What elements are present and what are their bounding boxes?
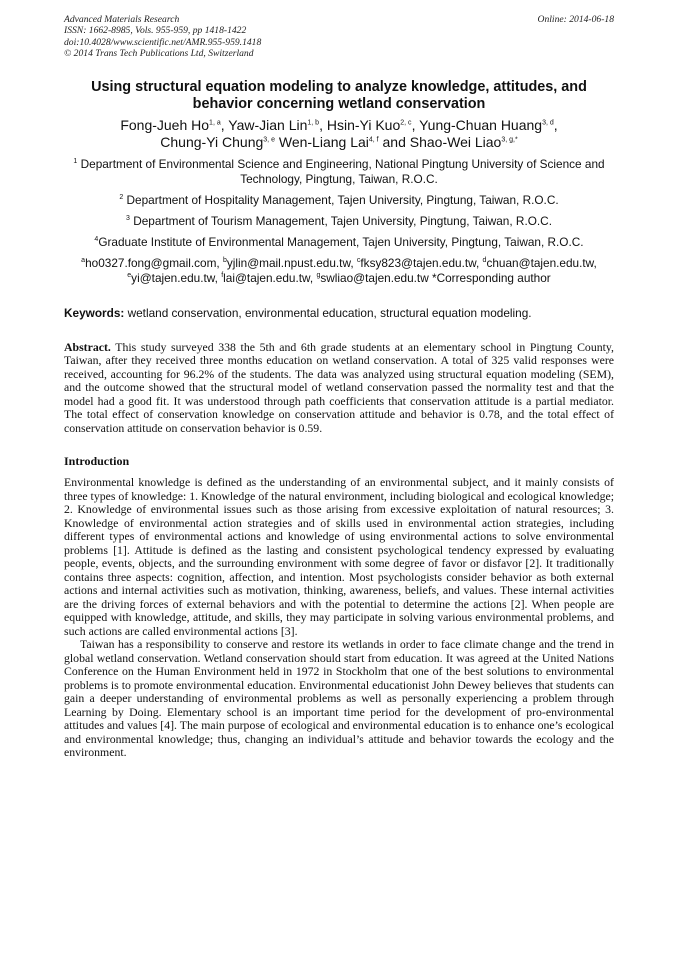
author: Fong-Jueh Ho$^{1, a}$, xyxy=(120,116,229,133)
paper-title: Using structural equation modeling to analyze knowledge, attitudes, and behavior concerning wetland conservation xyxy=(91,78,587,112)
email-list xyxy=(64,256,614,286)
author: Hsin-Yi Kuo$^{2, c}$, xyxy=(326,116,420,133)
keywords xyxy=(64,306,614,321)
doi-line: doi:10.4028/www.scientific.net/AMR.955-959.1418 xyxy=(64,36,262,48)
copyright-line: © 2014 Trans Tech Publications Ltd, Switzerland xyxy=(64,48,254,60)
author: Wen-Liang Lai$^{4, f}$ and xyxy=(278,133,410,150)
email[interactable]: $^d$chuan@tajen.edu.tw, xyxy=(482,255,597,270)
keywords-text: wetland conservation, environmental education, structural equation modeling. xyxy=(124,305,532,320)
email[interactable]: $^b$yjlin@mail.npust.edu.tw, xyxy=(222,255,357,270)
paper-page xyxy=(64,14,614,760)
section-heading-introduction: Introduction xyxy=(64,454,130,469)
author: Yung-Chuan Huang$^{3, d}$, xyxy=(419,116,558,133)
email[interactable]: $^a$ho0327.fong@gmail.com, xyxy=(81,255,223,270)
intro-paragraph-2: Taiwan has a responsibility to conserve and restore its wetlands in order to face climate change and the trend in global wetland conservation. Wetland conservation should start from education. It was agreed at the United Nations Conference on the Human Environment held in 1972 in Stockholm that one of the best solutions to environmental problems is to promote environmental education. Environmental educationist John Dewey believes that students can gain a deeper understanding of environmental problems as well as personally experiencing a problem through Learning by Doing. Elementary school is an important time period for the development of pro-environmental attitudes and values [4]. The main purpose of ecological and environmental education is to enhance one’s ecological and environmental knowledge; thus, changing an individual’s attitude and behavior towards the ecology and the environment. xyxy=(64,637,614,760)
affiliation-3: $^3$ Department of Tourism Management, Tajen University, Pingtung, Taiwan, R.O.C. xyxy=(126,213,552,228)
email[interactable]: $^e$yi@tajen.edu.tw, xyxy=(127,270,222,285)
abstract-text: This study surveyed 338 the 5th and 6th grade students at an elementary school in Pingtung County, Taiwan, after they received three months education on wetland conservation. A total of 325 valid responses were received, accounting for 96.2% of the students. The data was analyzed using structural equation modeling (SEM), and the outcome showed that the structural model of wetland conservation passed the normality test and that the model had a good fit. It was understood through path coefficients that conservation attitude is a partial mediator. The total effect of conservation knowledge on conservation attitude and behavior is 0.78, and the total effect of conservation attitude on conservation behavior is 0.59. xyxy=(64,339,614,435)
journal-header xyxy=(64,14,614,60)
affiliation-4: $^4$Graduate Institute of Environmental Management, Tajen University, Pingtung, Taiwan, R.O.C. xyxy=(94,234,584,249)
author: Chung-Yi Chung$^{3, e}$ xyxy=(160,133,275,150)
email[interactable]: $^f$lai@tajen.edu.tw, xyxy=(221,270,317,285)
author-list xyxy=(64,117,614,151)
abstract xyxy=(64,341,614,436)
journal-name: Advanced Materials Research xyxy=(64,14,180,25)
author: Shao-Wei Liao$^{3, g,*}$ xyxy=(409,133,518,150)
keywords-label: Keywords: xyxy=(64,305,125,320)
email[interactable]: $^c$fksy823@tajen.edu.tw, xyxy=(356,255,483,270)
affiliation-1: $^1$ Department of Environmental Science and Engineering, National Pingtung University of Science and Technology, Pingtung, Taiwan, R.O.C. xyxy=(73,156,605,186)
abstract-label: Abstract. xyxy=(64,339,111,354)
intro-paragraph-1: Environmental knowledge is defined as the understanding of an environmental subject, and it mainly consists of three types of knowledge: 1. Knowledge of the natural environment, including biological and ecological knowledge; 2. Knowledge of environmental issues such as those arising from excessive exploitation of natural resources; 3. Knowledge of environmental action strategies and of skills used in environmental action strategies, including different types of environmental actions and knowledge of using environmental actions to solve environmental problems [1]. Attitude is defined as the lasting and consistent psychological tendency expressed by evaluating people, events, objects, and the surrounding environment with some degree of favor or disfavor [2]. It traditionally contains three aspects: cognition, affection, and intention. Most psychologists consider behavior as both external actions and internal activities such as motivation, thinking, awareness, beliefs, and values. These internal activities are the driving forces of external behaviors and with the potential to determine the actions [2]. When people are equipped with knowledge, attitude, and skills, they may participate in solving various environmental problems, and such actions are called environmental actions [3]. xyxy=(64,475,614,638)
issn-line: ISSN: 1662-8985, Vols. 955-959, pp 1418-1422 xyxy=(64,25,247,37)
author: Yaw-Jian Lin$^{1, b}$, xyxy=(228,116,327,133)
email[interactable]: $^g$swliao@tajen.edu.tw *Corresponding author xyxy=(316,270,551,285)
online-date: Online: 2014-06-18 xyxy=(537,14,614,25)
affiliation-2: $^2$ Department of Hospitality Management, Tajen University, Pingtung, Taiwan, R.O.C. xyxy=(119,192,559,207)
